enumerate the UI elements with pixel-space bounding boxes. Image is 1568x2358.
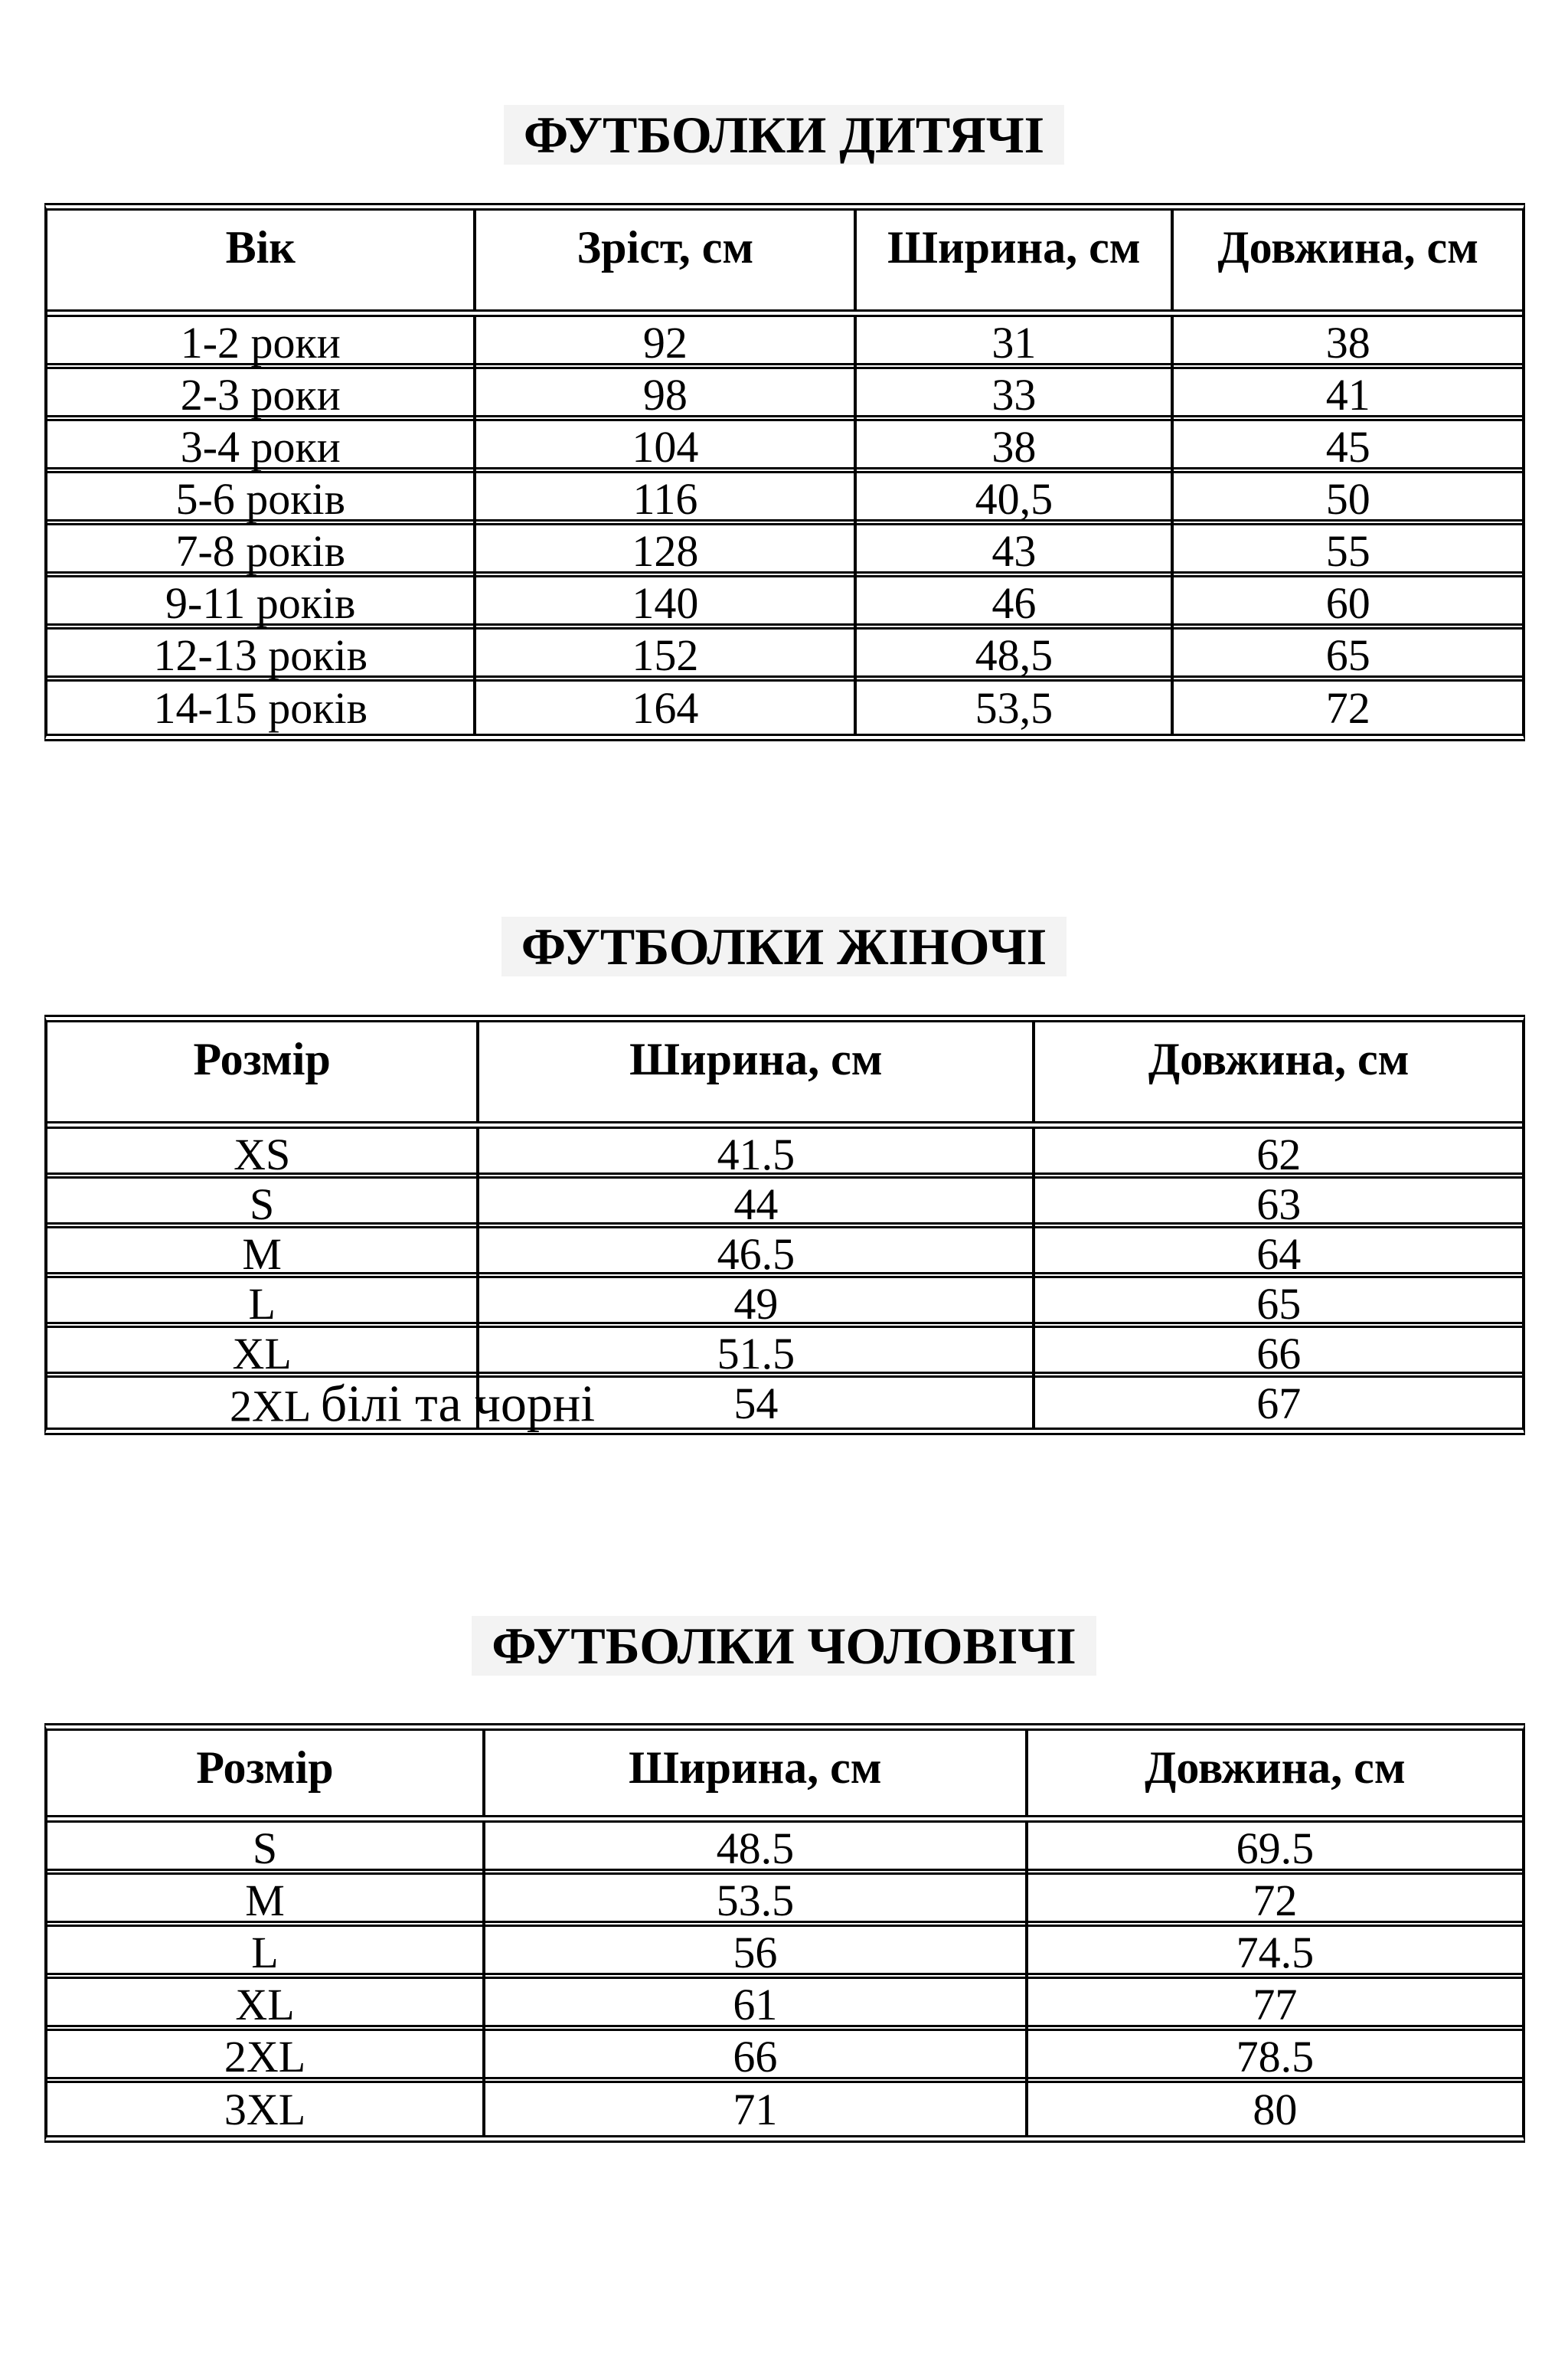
data-cell: 44 [479,1179,1035,1230]
title-row-women [0,741,1568,976]
data-cell: 5-6 років [47,473,476,525]
table-row [47,1823,1522,1875]
header-cell: Довжина, см [1145,1742,1406,1793]
data-cell: 50 [1325,474,1370,524]
table-row [47,1228,1522,1278]
header-cell: Вік [47,211,476,309]
data-cell: 72 [1253,1876,1298,1925]
table-row [47,1129,1522,1179]
data-cell: 104 [476,421,857,473]
data-cell: 38 [857,421,1174,473]
data-cell: 140 [476,577,857,629]
data-cell: 64 [1256,1229,1302,1279]
table-row [47,1927,1522,1979]
data-cell: 40,5 [857,473,1174,525]
data-cell: 62 [1256,1130,1302,1179]
data-cell: 69.5 [1236,1823,1315,1873]
data-cell: 56 [485,1927,1028,1978]
title-row-men [0,1435,1568,1676]
data-cell: 14-15 років [47,682,476,734]
table-row [47,577,1522,630]
data-cell: 46.5 [479,1228,1035,1280]
section-men [0,1435,1568,2143]
data-cell: M [47,1228,479,1280]
data-cell: M [47,1875,485,1926]
data-cell: 164 [476,682,857,734]
data-cell: 53,5 [857,682,1174,734]
data-cell: XL [47,1328,479,1379]
data-cell: 7-8 років [47,525,476,577]
data-cell: 116 [476,473,857,525]
header-cell: Довжина, см [1148,1034,1410,1084]
data-cell: 48.5 [485,1823,1028,1874]
data-cell: 98 [476,369,857,420]
section-children [0,0,1568,741]
data-cell: 61 [485,1979,1028,2030]
children-size-table [44,203,1525,741]
data-cell: L [47,1278,479,1329]
section-title-women: ФУТБОЛКИ ЖІНОЧІ [501,917,1067,976]
data-cell: 77 [1253,1980,1298,2029]
title-row-children [0,0,1568,165]
data-cell: L [47,1927,485,1978]
section-title-men: ФУТБОЛКИ ЧОЛОВІЧІ [472,1616,1096,1676]
data-cell: S [47,1823,485,1874]
table-row [47,1179,1522,1228]
data-cell: 33 [857,369,1174,420]
data-cell: 66 [1256,1329,1302,1378]
data-cell: 65 [1325,630,1370,680]
data-cell: 63 [1256,1179,1302,1229]
data-cell: S [47,1179,479,1230]
table-row [47,317,1522,369]
table-row [47,525,1522,577]
header-cell: Розмір [47,1022,479,1121]
data-cell: 152 [476,630,857,681]
data-cell: 65 [1256,1279,1302,1329]
data-cell: 78.5 [1236,2032,1315,2082]
section-women [0,741,1568,1435]
data-cell: 12-13 років [47,630,476,681]
table-row [47,473,1522,525]
table-row [47,369,1522,421]
data-cell: XS [47,1129,479,1180]
table-row [47,1979,1522,2031]
data-cell: 38 [1325,318,1370,368]
header-cell: Ширина, см [479,1022,1035,1121]
data-cell: 46 [857,577,1174,629]
data-cell: 51.5 [479,1328,1035,1379]
data-cell: 54 [479,1378,1035,1429]
header-cell: Довжина, см [1217,222,1478,273]
data-cell: 31 [857,317,1174,368]
data-cell: 41.5 [479,1129,1035,1180]
header-row [47,211,1522,317]
data-cell: 1-2 роки [47,317,476,368]
header-row [47,1022,1522,1129]
data-cell: 3XL [47,2083,485,2135]
header-cell: Зріст, см [476,211,857,309]
header-row [47,1731,1522,1823]
data-cell: 72 [1325,682,1370,733]
section-title-children: ФУТБОЛКИ ДИТЯЧІ [504,105,1064,165]
table-row-2xl-note [47,1374,1522,1432]
table-row [47,630,1522,682]
table-row [47,682,1522,734]
data-cell: XL [47,1979,485,2030]
data-cell: 53.5 [485,1875,1028,1926]
data-cell: 41 [1325,370,1370,420]
data-cell: 74.5 [1236,1928,1315,1977]
data-cell: 43 [857,525,1174,577]
data-cell: 45 [1325,422,1370,472]
data-cell: 66 [485,2031,1028,2082]
table-row [47,1875,1522,1927]
data-cell: 128 [476,525,857,577]
women-size-table [44,1015,1525,1435]
data-cell: 92 [476,317,857,368]
data-cell: 48,5 [857,630,1174,681]
data-cell: 9-11 років [47,577,476,629]
data-cell: 60 [1325,578,1370,628]
data-cell: 49 [479,1278,1035,1329]
table-row [47,1278,1522,1328]
data-cell: 3-4 роки [47,421,476,473]
data-cell [47,1374,596,1432]
table-row [47,2031,1522,2083]
data-cell: 67 [1256,1378,1302,1428]
men-size-table [44,1723,1525,2143]
data-cell: 2XL [47,2031,485,2082]
data-cell: 80 [1253,2084,1298,2134]
size-with-color-note: 2XL білі та чорні [230,1374,596,1432]
data-cell: 71 [485,2083,1028,2135]
table-row [47,2083,1522,2135]
table-row [47,1328,1522,1378]
table-row [47,421,1522,473]
header-cell: Розмір [47,1731,485,1815]
header-cell: Ширина, см [485,1731,1028,1815]
data-cell: 55 [1325,526,1370,576]
header-cell: Ширина, см [857,211,1174,309]
data-cell: 2-3 роки [47,369,476,420]
